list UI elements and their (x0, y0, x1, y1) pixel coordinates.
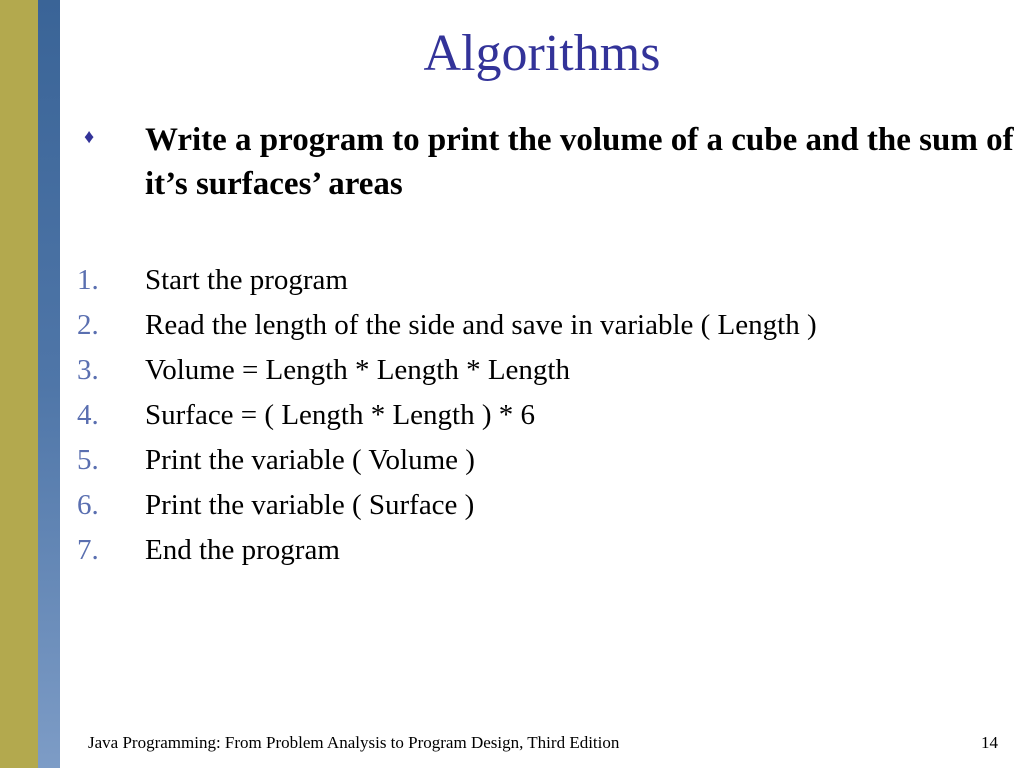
step-number: 1. (77, 264, 99, 296)
step-text: Read the length of the side and save in variable ( Length ) (145, 309, 817, 341)
step-text: Start the program (145, 264, 348, 296)
diamond-bullet-icon: ♦ (84, 126, 95, 148)
step-item (77, 395, 817, 440)
step-text: Volume = Length * Length * Length (145, 354, 570, 386)
algorithm-steps (77, 260, 817, 575)
step-item (77, 485, 817, 530)
step-item (77, 350, 817, 395)
slide-footer (88, 733, 1000, 753)
step-text: Surface = ( Length * Length ) * 6 (145, 399, 536, 431)
step-item (77, 260, 817, 305)
bullet-text: Write a program to print the volume of a cube and the sum of it’s surfaces’ areas (144, 122, 1014, 202)
step-number: 2. (77, 309, 99, 341)
left-decorative-stripe-olive (0, 0, 38, 768)
step-text: Print the variable ( Volume ) (145, 444, 475, 476)
footer-book-title: Java Programming: From Problem Analysis to Program Design, Third Edition (88, 733, 620, 752)
step-text: End the program (145, 534, 340, 566)
step-item (77, 530, 817, 575)
main-bullet (84, 118, 1014, 206)
step-number: 6. (77, 489, 99, 521)
step-number: 7. (77, 534, 99, 566)
step-item (77, 440, 817, 485)
step-number: 3. (77, 354, 99, 386)
step-number: 4. (77, 399, 99, 431)
step-number: 5. (77, 444, 99, 476)
page-number: 14 (981, 733, 998, 752)
left-decorative-stripe-blue (38, 0, 60, 768)
slide-title: Algorithms (423, 25, 661, 82)
step-item (77, 305, 817, 350)
step-text: Print the variable ( Surface ) (145, 489, 475, 521)
